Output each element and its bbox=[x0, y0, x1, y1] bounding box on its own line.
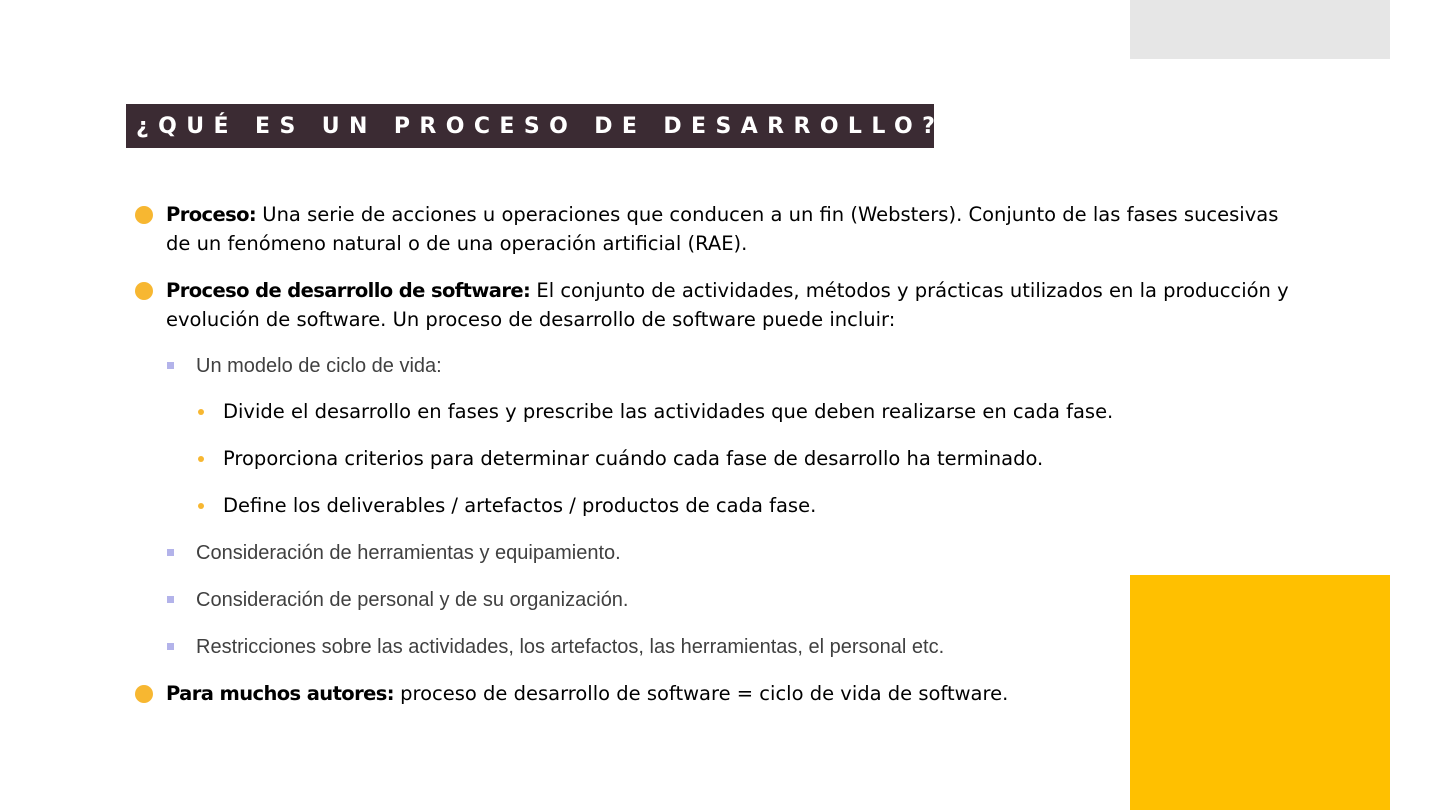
bullet-dot-icon bbox=[135, 206, 153, 224]
square-bullet-icon bbox=[167, 643, 174, 650]
small-dot-bullet-icon bbox=[198, 503, 204, 509]
bullet-term: Proceso de desarrollo de software: bbox=[166, 279, 531, 302]
square-bullet-icon bbox=[167, 362, 174, 369]
sub-item-restricciones: Restricciones sobre las actividades, los artefactos, las herramientas, el personal etc. bbox=[196, 636, 945, 658]
bullet-dot-icon bbox=[135, 282, 153, 300]
sub-item-herramientas: Consideración de herramientas y equipamiento. bbox=[196, 542, 621, 564]
decorative-yellow-block bbox=[1130, 575, 1390, 810]
bullet-muchos-autores bbox=[166, 679, 1008, 708]
sub-sub-item-divide: Divide el desarrollo en fases y prescribe las actividades que deben realizarse en cada fase. bbox=[223, 400, 1114, 423]
sub-sub-item-define: Define los deliverables / artefactos / productos de cada fase. bbox=[223, 494, 817, 517]
sub-sub-item-proporciona: Proporciona criterios para determinar cuándo cada fase de desarrollo ha terminado. bbox=[223, 447, 1044, 470]
bullet-proceso-line2: de un fenómeno natural o de una operación artificial (RAE). bbox=[166, 232, 748, 255]
bullet-proceso-desarrollo-line2: evolución de software. Un proceso de desarrollo de software puede incluir: bbox=[166, 308, 896, 331]
bullet-text: Una serie de acciones u operaciones que conducen a un fin (Websters). Conjunto de las fases sucesivas bbox=[256, 203, 1279, 226]
bullet-dot-icon bbox=[135, 685, 153, 703]
bullet-term: Proceso: bbox=[166, 203, 257, 226]
square-bullet-icon bbox=[167, 549, 174, 556]
sub-item-modelo-ciclo-vida: Un modelo de ciclo de vida: bbox=[196, 355, 442, 377]
small-dot-bullet-icon bbox=[198, 409, 204, 415]
bullet-text: proceso de desarrollo de software = ciclo de vida de software. bbox=[393, 682, 1009, 705]
title-bar bbox=[126, 104, 945, 148]
bullet-proceso-line1 bbox=[166, 200, 1278, 229]
bullet-proceso-desarrollo-line1 bbox=[166, 276, 1289, 305]
bullet-term: Para muchos autores: bbox=[166, 682, 394, 705]
square-bullet-icon bbox=[167, 596, 174, 603]
small-dot-bullet-icon bbox=[198, 456, 204, 462]
bullet-text: El conjunto de actividades, métodos y prácticas utilizados en la producción y bbox=[530, 279, 1289, 302]
decorative-gray-block bbox=[1130, 0, 1390, 59]
slide-title: ¿QUÉ ES UN PROCESO DE DESARROLLO? bbox=[136, 113, 945, 139]
sub-item-personal: Consideración de personal y de su organización. bbox=[196, 589, 629, 611]
